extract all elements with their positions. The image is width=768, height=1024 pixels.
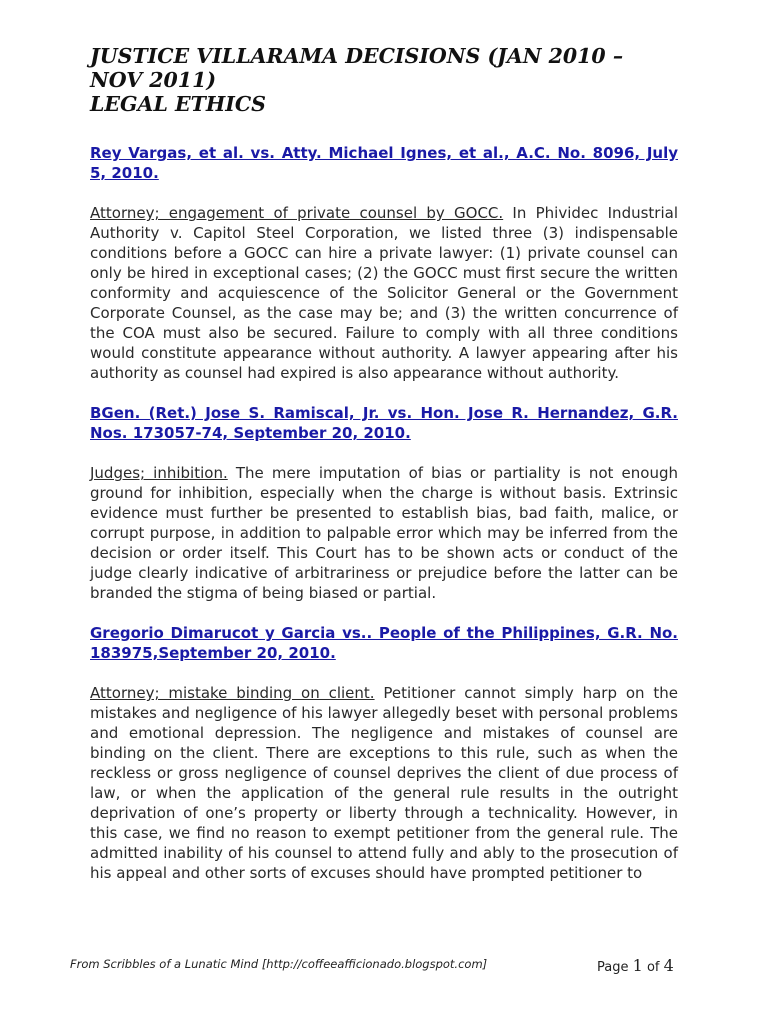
case-entry-2 (90, 403, 678, 603)
case-body-1: In Phividec Industrial Authority v. Capitol Steel Corporation, we listed three (3) indispensable conditions before a GOCC can hire a private lawyer: (1) private counsel can only be hired in exceptional cases; (2) the GOCC must first secure the written conformity and acquiescence of the Solicitor General or the Government Corporate Counsel, as the case may be; and (3) the written concurrence of the COA must also be secured. Failure to comply with all three conditions would constitute appearance without authority. A lawyer appearing after his authority as counsel had expired is also appearance without authority. (90, 204, 678, 382)
case-entry-1 (90, 143, 678, 383)
document-title-line1: JUSTICE VILLARAMA DECISIONS (JAN 2010 – NOV 2011) (90, 44, 624, 92)
document-page (90, 44, 678, 883)
case-body-3: Petitioner cannot simply harp on the mistakes and negligence of his lawyer allegedly beset with personal problems and emotional depression. The negligence and mistakes of counsel are binding on the client. There are exceptions to this rule, such as when the reckless or gross negligence of counsel deprives the client of due process of law, or when the application of the general rule results in the outright deprivation of one’s property or liberty through a technicality. However, in this case, we find no reason to exempt petitioner from the general rule. The admitted inability of his counsel to attend fully and ably to the prosecution of his appeal and other sorts of excuses should have prompted petitioner to (90, 684, 678, 882)
case-topic-1: Attorney; engagement of private counsel by GOCC. (90, 204, 504, 222)
page-number: 1 (632, 956, 643, 975)
case-citation-link-3[interactable]: Gregorio Dimarucot y Garcia vs.. People of the Philippines, G.R. No. 183975,September 20, 2010. (90, 624, 678, 662)
page-indicator (597, 956, 674, 975)
case-citation-link-1[interactable]: Rey Vargas, et al. vs. Atty. Michael Ignes, et al., A.C. No. 8096, July 5, 2010. (90, 144, 678, 182)
case-citation-link-2[interactable]: BGen. (Ret.) Jose S. Ramiscal, Jr. vs. Hon. Jose R. Hernandez, G.R. Nos. 173057-74, September 20, 2010. (90, 404, 678, 442)
page-total: 4 (663, 956, 674, 975)
case-topic-3: Attorney; mistake binding on client. (90, 684, 375, 702)
case-summary-3 (90, 683, 678, 883)
case-entry-3 (90, 623, 678, 883)
case-summary-1 (90, 203, 678, 383)
document-subtitle: LEGAL ETHICS (90, 92, 266, 116)
of-label: of (646, 960, 660, 975)
page-label: Page (597, 960, 629, 975)
case-summary-2 (90, 463, 678, 603)
footer-source: From Scribbles of a Lunatic Mind [http://coffeeafficionado.blogspot.com] (70, 957, 488, 971)
document-title (90, 44, 678, 116)
case-topic-2: Judges; inhibition. (90, 464, 228, 482)
case-body-2: The mere imputation of bias or partiality is not enough ground for inhibition, especially when the charge is without basis. Extrinsic evidence must further be presented to establish bias, bad faith, malice, or corrupt purpose, in addition to palpable error which may be inferred from the decision or order itself. This Court has to be shown acts or conduct of the judge clearly indicative of arbitrariness or prejudice before the latter can be branded the stigma of being biased or partial. (90, 464, 678, 602)
